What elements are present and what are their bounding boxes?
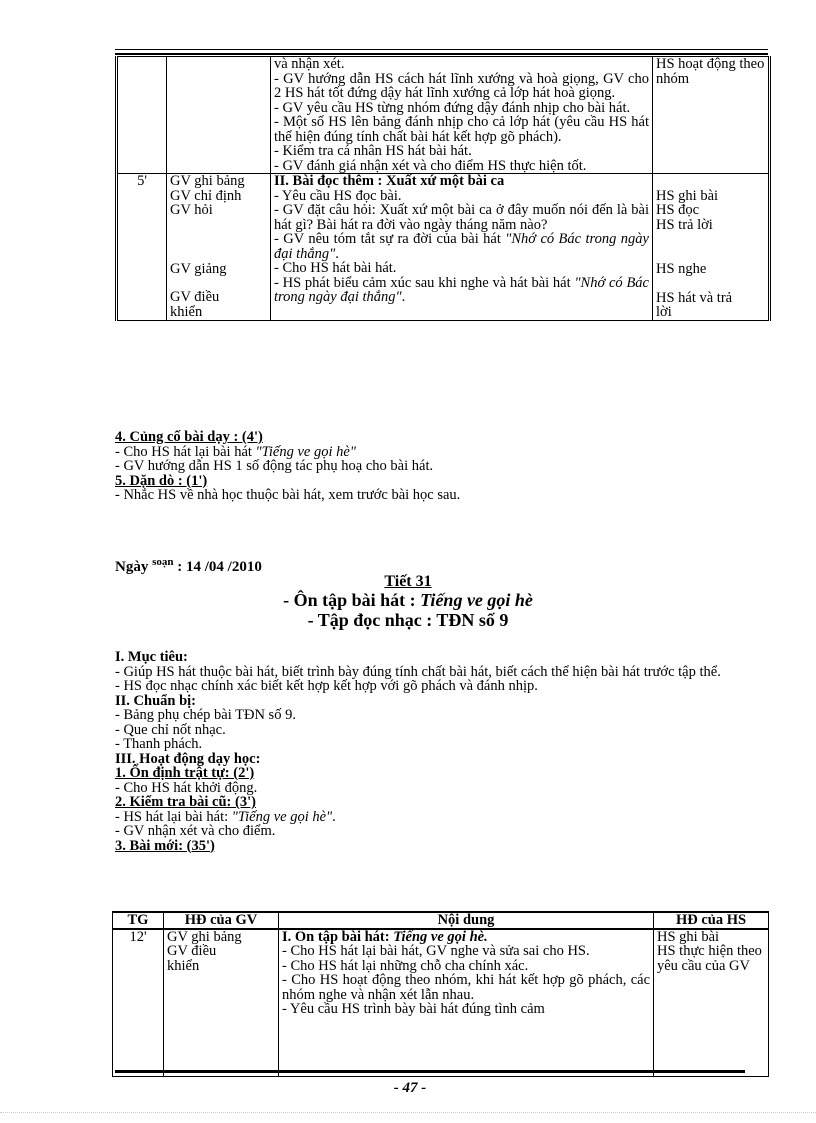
section-heading: I. Mục tiêu: [115, 649, 188, 665]
footer-rule-thin [115, 1076, 745, 1077]
lesson-body: I. Mục tiêu: - Giúp HS hát thuộc bài hát, biết trình bày đúng tính chất bài hát, biết cách thể hiện bài hát trước tập thể. - HS đọc nhạc chính xác biết kết hợp kết hợp với gõ phách và đánh nhịp. II. Chuẩn bị: - Bảng phụ chép bài TĐN số 9. - Que chỉ nốt nhạc. - Thanh phách. III. Hoạt động dạy học: 1. Ổn định trật tự: (2') - Cho HS hát khởi động. 2. Kiểm tra bài cũ: (3') - HS hát lại bài hát: "Tiếng ve gọi hè". - GV nhận xét và cho điểm. 3. Bài mới: (35') [115, 650, 775, 853]
time-cell: 5' [117, 174, 167, 321]
teacher-cell: GV ghi bảng GV chỉ định GV hỏi GV giảng GV điều khiển [167, 174, 271, 321]
student-cell: HS ghi bài HS đọc HS trả lời HS nghe HS hát và trả lời [653, 174, 770, 321]
table-row [117, 174, 770, 321]
column-header: TG [113, 912, 164, 929]
column-header: HĐ của HS [654, 912, 769, 929]
consolidation-section: 4. Củng cố bài dạy : (4') - Cho HS hát lại bài hát "Tiếng ve gọi hè" - GV hướng dẫn HS 1 số động tác phụ hoạ cho bài hát. 5. Dặn dò : (1') - Nhắc HS về nhà học thuộc bài hát, xem trước bài học sau. [115, 430, 775, 503]
lesson-table-continued [115, 56, 771, 321]
page-edge [0, 1112, 816, 1113]
lesson-title-2: - Tập đọc nhạc : TĐN số 9 [307, 610, 509, 630]
section-heading: 5. Dặn dò : (1') [115, 472, 208, 489]
top-rule-thick [115, 53, 768, 55]
table-header-row [113, 912, 769, 929]
footer-rule [115, 1070, 745, 1073]
column-header: Nội dung [279, 912, 654, 929]
date-line: Ngày $^{soạn}$ : 14 /04 /2010 [115, 556, 262, 575]
section-heading: II. Bài đọc thêm : Xuất xứ một bài ca [274, 173, 505, 189]
section-heading: II. Chuẩn bị: [115, 692, 196, 709]
table-row [113, 929, 769, 1077]
teacher-cell: GV ghi bảng GV điều khiển [164, 929, 279, 1077]
lesson-table [112, 911, 769, 1077]
column-header: HĐ của GV [164, 912, 279, 929]
content-cell: I. Ôn tập bài hát: Tiếng ve gọi hè. - Cho HS hát lại bài hát, GV nghe và sửa sai cho HS. - Cho HS hát lại những chỗ cha chính xác. - Cho HS hoạt động theo nhóm, khi hát kết hợp gõ phách, các nhóm nghe và nhận xét lẫn nhau. - Yêu cầu HS trình bày bài hát đúng tình cảm [279, 929, 654, 1077]
lesson-title-1: - Ôn tập bài hát : Tiếng ve gọi hè [283, 590, 533, 610]
section-heading: 2. Kiểm tra bài cũ: (3') [115, 794, 256, 810]
lesson-number: Tiết 31 [384, 573, 432, 590]
top-rule [115, 49, 768, 50]
student-cell: HS ghi bài HS thực hiện theo yêu cầu của GV [654, 929, 769, 1077]
table-row [117, 57, 770, 174]
time-cell [117, 57, 167, 174]
section-heading: 1. Ổn định trật tự: (2') [115, 765, 255, 781]
section-heading: 4. Củng cố bài dạy : (4') [115, 429, 263, 445]
content-cell: và nhận xét. - GV hướng dẫn HS cách hát lĩnh xướng và hoà giọng, GV cho 2 HS hát tốt đứng dậy hát lĩnh xướng cả lớp hát hoà giọng. - GV yêu cầu HS từng nhóm đứng dậy đánh nhịp cho bài hát. - Một số HS lên bảng đánh nhịp cho cả lớp hát (yêu cầu HS hát thể hiện đúng tính chất bài hát kết hợp gõ phách). - Kiểm tra cá nhân HS hát bài hát. - GV đánh giá nhận xét và cho điểm HS thực hiện tốt. [271, 57, 653, 174]
time-cell: 12' [113, 929, 164, 1077]
page-number: - 47 - [393, 1080, 427, 1096]
teacher-cell [167, 57, 271, 174]
section-heading: 3. Bài mới: (35') [115, 837, 215, 854]
section-heading: III. Hoạt động dạy học: [115, 750, 261, 767]
content-cell: II. Bài đọc thêm : Xuất xứ một bài ca - Yêu cầu HS đọc bài. - GV đặt câu hỏi: Xuất xứ một bài ca ở đây muốn nói đến là bài hát gì? Bài hát ra đời vào ngày tháng năm nào? - GV nêu tóm tắt sự ra đời của bài hát "Nhớ có Bác trong ngày đại thắng". - Cho HS hát bài hát. - HS phát biểu cảm xúc sau khi nghe và hát bài hát "Nhớ có Bác trong ngày đại thắng". [271, 174, 653, 321]
student-cell: HS hoạt động theo nhóm [653, 57, 770, 174]
